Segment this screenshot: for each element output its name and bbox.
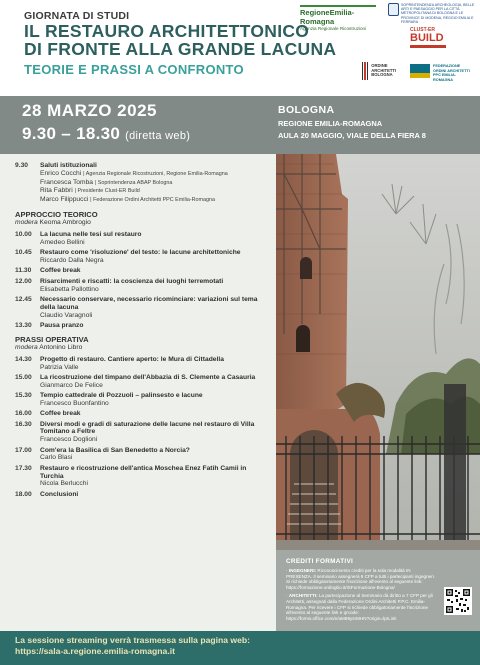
item-time: 11.30: [15, 267, 32, 275]
cluster-logo-main: BUILD: [410, 32, 444, 44]
regione-logo: [300, 4, 376, 32]
ordine-logo-text: ORDINE ARCHITETTI BOLOGNA: [371, 62, 397, 78]
regione-logo-bar: [300, 5, 376, 7]
federazione-mark-icon: [410, 64, 430, 78]
ruin-illustration: [276, 154, 480, 550]
program-item: [15, 231, 268, 247]
regione-logo-mark: RegioneEmilia-Romagna: [300, 8, 355, 26]
ordine-architetti-logo: [362, 62, 408, 80]
credits-architetti: · ARCHITETTI: La partecipazione al Seminario dà diritto a 7 CFP per gli Architetti, assegnati dalla Federazione Ordini Architetti P.P.C. Emilia-Romagna. Per ricevere i CFP si richiede obbligatoriamente l'iscrizione all'evento al seguente link e qrcode: https://forms.office.com/e/aM89ysrMHN?origin=lprLink: [286, 593, 433, 621]
item-time: 9.30: [15, 162, 29, 169]
program-item: [15, 322, 268, 330]
speaker-role: Agenzia Regionale Ricostruzioni, Regione Emilia-Romagna: [85, 170, 228, 177]
program-item: [15, 267, 268, 275]
speaker: Francesca Tomba | Soprintendenza ABAP Bologna: [40, 178, 173, 186]
item-title: La ricostruzione del timpano dell'Abbazia di S. Clemente a Casauria: [40, 373, 256, 381]
credits-architetti-link[interactable]: https://forms.office.com/e/aM89ysrMHN?origin=lprLink: [286, 615, 397, 621]
streaming-footer: [0, 631, 480, 665]
item-time: 16.00: [15, 410, 32, 418]
item-time: 12.45: [15, 295, 32, 303]
ordine-bars-icon: [362, 62, 368, 80]
section-moderator: [15, 344, 268, 352]
moderator-name: Antonino Libro: [39, 343, 83, 351]
event-title: [24, 22, 336, 58]
program-item: [15, 421, 268, 444]
program-item: [15, 374, 268, 390]
item-time: 14.30: [15, 355, 32, 363]
item-title: Conclusioni: [40, 490, 79, 498]
date-time-block: [22, 101, 190, 144]
item-title: Coffee break: [40, 410, 81, 418]
program-item: [15, 296, 268, 319]
program-item: [15, 278, 268, 294]
program-item-greetings: [15, 162, 268, 205]
speaker-name: Marco Filippucci: [40, 196, 89, 204]
section-moderator: [15, 219, 268, 227]
program-item: [15, 410, 268, 418]
date-location-band: [0, 96, 480, 154]
program-item: [15, 447, 268, 463]
credits-title: CREDITI FORMATIVI: [286, 558, 354, 565]
qr-code-icon[interactable]: [444, 587, 472, 615]
item-title: Restauro come 'risoluzione' del testo: le lacune architettoniche: [40, 249, 241, 257]
federazione-logo: [410, 64, 474, 82]
section-title-prassi: PRASSI OPERATIVA: [15, 334, 89, 344]
credits-ingegneri: · INGEGNERI: Riconoscimento crediti per la sola modalità IN PRESENZA. Il seminario assegnerà 6 CFP a tutti i partecipanti ingegneri. Si richiede obbligatoriamente l'iscrizione all'evento al seguente link: https://formazione.ordingbo.it/ISFormazione-Bologna/: [286, 568, 436, 590]
section-title-approccio: APPROCCIO TEORICO: [15, 209, 98, 219]
qr-code-graphic: [446, 589, 470, 613]
event-subtitle: TEORIE E PRASSI A CONFRONTO: [24, 62, 244, 77]
speaker: Marco Filippucci | Federazione Ordini Architetti PPC Emilia-Romagna: [40, 196, 216, 204]
ministero-logo-text: SOPRINTENDENZA ARCHEOLOGIA, BELLE ARTI E PAESAGGIO PER LA CITTÀ METROPOLITANA DI BOLOGNA E LE PROVINCE DI MODENA, REGGIO EMILIA E FERRARA: [401, 3, 475, 24]
ruin-photo: [276, 154, 480, 550]
event-city: BOLOGNA: [278, 104, 335, 116]
event-time-range: 9.30 – 18.30: [22, 124, 121, 143]
program-item: [15, 491, 268, 499]
item-time: 17.30: [15, 464, 32, 472]
item-speaker: Elisabetta Pallottino: [40, 285, 99, 293]
item-title: Diversi modi e gradi di saturazione delle lacune nel restauro di Villa Tomitano a Feltre: [40, 420, 255, 436]
credits-ingegneri-text: Riconoscimento crediti per la sola modalità IN PRESENZA. Il seminario assegnerà 6 CFP a tutti i partecipanti ingegneri. Si richiede obbligatoriamente l'iscrizione all'evento al seguente link:: [286, 568, 436, 585]
moderator-name: Keoma Ambrogio: [39, 218, 91, 226]
speaker-name: Enrico Cocchi: [40, 169, 82, 177]
program-item: [15, 249, 268, 265]
streaming-link[interactable]: https://sala-a.regione.emilia-romagna.it: [15, 646, 175, 656]
speaker-role: Presidente Clust-ER Build: [77, 188, 140, 195]
item-time: 10.45: [15, 249, 32, 257]
program-item: [15, 392, 268, 408]
item-speaker: Gianmarco De Felice: [40, 381, 103, 389]
item-title: Tempio cattedrale di Pozzuoli – palinsesto e lacune: [40, 392, 203, 400]
location-block: [278, 104, 426, 140]
item-title: Risarcimenti e riscatti: la coscienza dei luoghi terremotati: [40, 277, 224, 285]
speaker: Enrico Cocchi | Agenzia Regionale Ricostruzioni, Regione Emilia-Romagna: [40, 169, 228, 177]
item-time: 15.00: [15, 373, 32, 381]
speaker: Rita Fabbri | Presidente Clust-ER Build: [40, 187, 140, 195]
event-venue: AULA 20 MAGGIO, VIALE DELLA FIERA 8: [278, 131, 426, 140]
item-title: Com'era la Basilica di San Benedetto a Norcia?: [40, 446, 190, 454]
credits-architetti-label: ARCHITETTI:: [288, 593, 318, 599]
speaker-role: Soprintendenza ABAP Bologna: [97, 179, 173, 186]
item-title: La lacuna nelle tesi sul restauro: [40, 230, 142, 238]
title-line-1: IL RESTAURO ARCHITETTONICO: [24, 21, 310, 41]
poster-header: [0, 0, 480, 96]
speaker-role: Federazione Ordini Architetti PPC Emilia-Romagna: [93, 197, 216, 204]
moderator-label: modera: [15, 343, 38, 351]
speaker-name: Francesca Tomba: [40, 178, 94, 186]
item-speaker: Amedeo Bellini: [40, 238, 85, 246]
streaming-text: La sessione streaming verrà trasmessa sulla pagina web:: [15, 635, 251, 645]
event-time-note: (diretta web): [125, 130, 191, 142]
program-item: [15, 356, 268, 372]
item-speaker: Carlo Blasi: [40, 454, 73, 462]
title-line-2: DI FRONTE ALLA GRANDE LACUNA: [24, 39, 337, 59]
federazione-logo-text: FEDERAZIONE ORDINI ARCHITETTI PPC EMILIA-ROMAGNA: [433, 64, 470, 82]
cluster-build-logo: [410, 27, 454, 48]
ministero-logo: [388, 3, 478, 24]
credits-box: [276, 550, 480, 631]
credits-ingegneri-label: INGEGNERI:: [288, 568, 317, 573]
item-speaker: Francesco Buonfantino: [40, 399, 109, 407]
credits-ingegneri-link[interactable]: https://formazione.ordingbo.it/ISFormazione-Bologna/: [286, 584, 395, 590]
item-time: 15.30: [15, 392, 32, 400]
event-time: [22, 124, 190, 144]
item-title: Coffee break: [40, 267, 81, 275]
program-item: [15, 465, 268, 488]
program-panel: [0, 154, 276, 631]
item-time: 18.00: [15, 490, 32, 498]
event-type: GIORNATA DI STUDI: [24, 10, 130, 22]
cluster-logo-bar: [410, 45, 446, 48]
speaker-name: Rita Fabbri: [40, 187, 73, 195]
item-title: Necessario conservare, necessario ricominciare: variazioni sul tema della lacuna: [40, 295, 258, 311]
item-time: 16.30: [15, 420, 32, 428]
ministero-emblem-icon: [388, 3, 399, 16]
item-title: Restauro e ricostruzione dell'antica Moschea Enez Fatih Camii in Turchia: [40, 464, 247, 480]
item-title: Pausa pranzo: [40, 321, 84, 329]
item-speaker: Claudio Varagnoli: [40, 311, 93, 319]
item-time: 10.00: [15, 230, 32, 238]
item-title: Saluti istituzionali: [40, 162, 97, 169]
item-speaker: Nicola Berlucchi: [40, 480, 88, 488]
cluster-logo-top: CLUST-ER: [410, 27, 435, 33]
credits-architetti-text: La partecipazione al Seminario dà diritto a 7 CFP per gli Architetti, assegnati dalla Federazione Ordini Architetti P.P.C. Emilia-Romagna. Per ricevere i CFP si richiede obbligatoriamente l'iscrizione all'evento al seguente link e qrcode:: [286, 593, 433, 616]
event-date: 28 MARZO 2025: [22, 101, 157, 120]
moderator-label: modera: [15, 218, 38, 226]
regione-logo-sub: Agenzia Regionale Ricostruzioni: [300, 26, 367, 31]
item-time: 12.00: [15, 277, 32, 285]
item-time: 13.30: [15, 321, 32, 329]
item-speaker: Patrizia Valle: [40, 363, 79, 371]
item-time: 17.00: [15, 446, 32, 454]
item-speaker: Francesco Doglioni: [40, 436, 98, 444]
item-title: Progetto di restauro. Cantiere aperto: le Mura di Cittadella: [40, 355, 224, 363]
event-region: REGIONE EMILIA-ROMAGNA: [278, 119, 383, 128]
item-speaker: Riccardo Dalla Negra: [40, 256, 104, 264]
